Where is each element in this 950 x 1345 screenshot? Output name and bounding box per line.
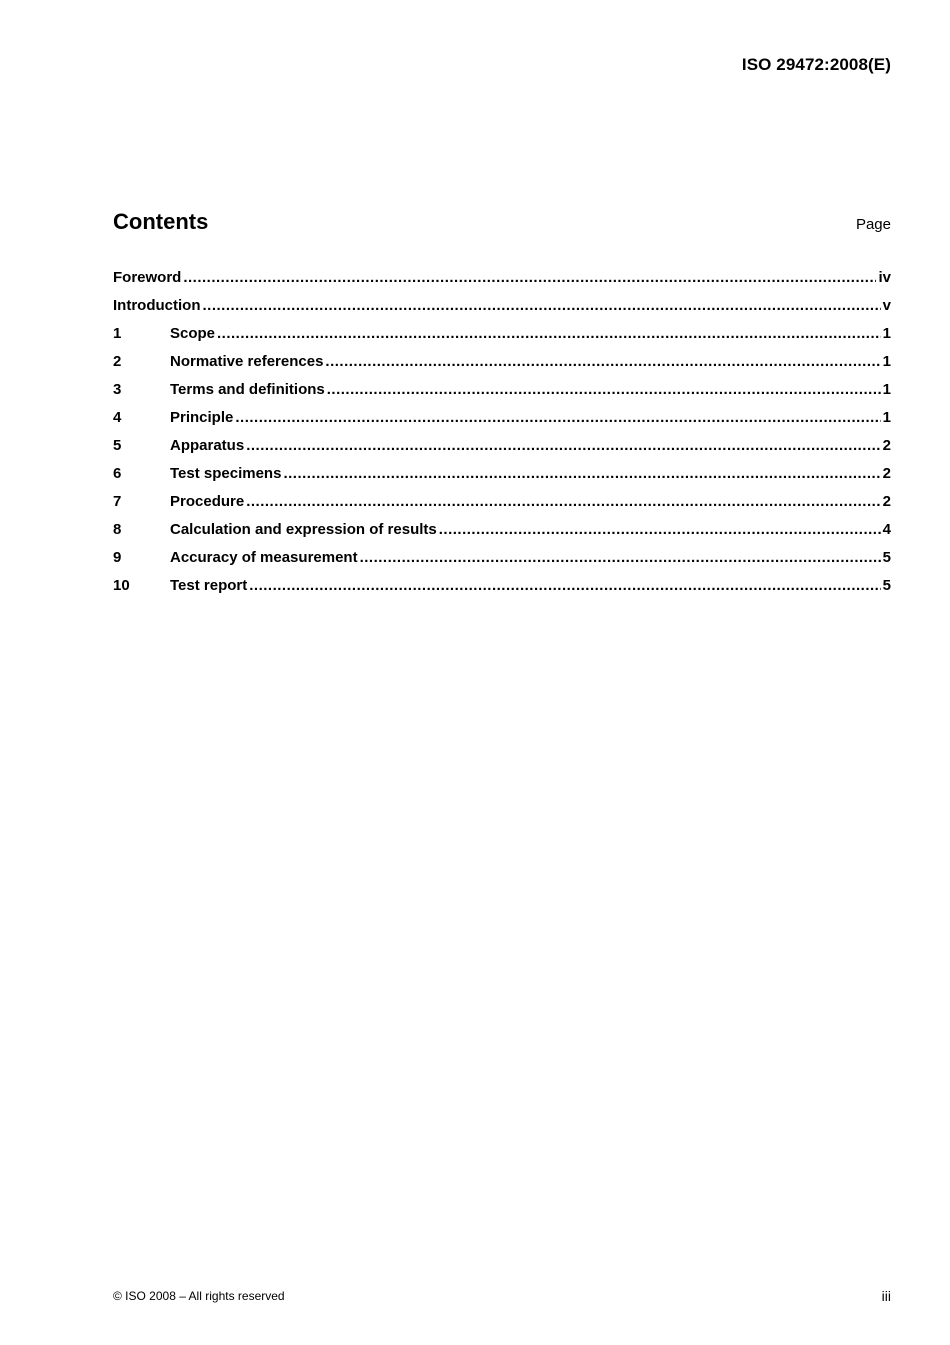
toc-entry-procedure[interactable]	[113, 491, 891, 519]
toc-entry-calculation-and-expression-of-results[interactable]	[113, 519, 891, 547]
toc-entry-test-specimens[interactable]	[113, 463, 891, 491]
toc-entry-title: Principle	[170, 409, 234, 426]
toc-entry-number: 4	[113, 409, 122, 426]
document-identifier: ISO 29472:2008(E)	[741, 55, 891, 74]
toc-entry-number: 5	[113, 437, 122, 454]
toc-entry-page: 2	[882, 465, 891, 482]
toc-entry-number: 6	[113, 465, 122, 482]
toc-leader-dots	[202, 295, 880, 317]
toc-leader-dots	[235, 407, 880, 429]
toc-entry-normative-references[interactable]	[113, 351, 891, 379]
toc-entry-page: 5	[882, 577, 891, 594]
toc-entry-number: 2	[113, 353, 122, 370]
footer-page-number: iii	[881, 1288, 891, 1304]
toc-entry-title: Accuracy of measurement	[170, 549, 358, 566]
toc-leader-dots	[183, 267, 876, 289]
toc-leader-dots	[249, 575, 880, 597]
toc-entry-title: Calculation and expression of results	[170, 521, 437, 538]
toc-leader-dots	[246, 435, 880, 457]
toc-entry-test-report[interactable]	[113, 575, 891, 603]
toc-leader-dots	[246, 491, 880, 513]
table-of-contents	[113, 267, 891, 603]
toc-entry-number: 9	[113, 549, 122, 566]
toc-entry-scope[interactable]	[113, 323, 891, 351]
toc-entry-number: 3	[113, 381, 122, 398]
toc-leader-dots	[217, 323, 881, 345]
toc-entry-number: 1	[113, 325, 122, 342]
toc-entry-title: Test specimens	[170, 465, 282, 482]
toc-leader-dots	[439, 519, 881, 541]
toc-leader-dots	[360, 547, 881, 569]
toc-entry-page: 1	[882, 353, 891, 370]
toc-entry-title: Procedure	[170, 493, 245, 510]
footer-copyright: © ISO 2008 – All rights reserved	[113, 1289, 285, 1303]
toc-entry-page: 1	[882, 381, 891, 398]
toc-entry-terms-and-definitions[interactable]	[113, 379, 891, 407]
toc-entry-title: Apparatus	[170, 437, 245, 454]
toc-leader-dots	[327, 379, 881, 401]
page-column-label: Page	[855, 216, 891, 233]
toc-entry-title: Terms and definitions	[170, 381, 325, 398]
toc-entry-title: Scope	[170, 325, 216, 342]
toc-entry-introduction[interactable]	[113, 295, 891, 323]
page-title: Contents	[113, 209, 209, 234]
toc-entry-number: 10	[113, 577, 130, 594]
toc-entry-page: 1	[882, 325, 891, 342]
toc-entry-accuracy-of-measurement[interactable]	[113, 547, 891, 575]
toc-entry-principle[interactable]	[113, 407, 891, 435]
toc-entry-page: 4	[882, 521, 891, 538]
toc-entry-title: Introduction	[113, 297, 201, 314]
toc-entry-page: iv	[878, 269, 891, 286]
toc-entry-title: Foreword	[113, 269, 182, 286]
toc-entry-title: Test report	[170, 577, 248, 594]
toc-entry-number: 7	[113, 493, 122, 510]
toc-entry-page: 1	[882, 409, 891, 426]
toc-entry-foreword[interactable]	[113, 267, 891, 295]
toc-entry-page: v	[882, 297, 891, 314]
toc-entry-number: 8	[113, 521, 122, 538]
toc-entry-page: 2	[882, 493, 891, 510]
toc-entry-apparatus[interactable]	[113, 435, 891, 463]
toc-entry-page: 2	[882, 437, 891, 454]
toc-leader-dots	[325, 351, 880, 373]
toc-leader-dots	[283, 463, 880, 485]
toc-entry-title: Normative references	[170, 353, 324, 370]
toc-entry-page: 5	[882, 549, 891, 566]
